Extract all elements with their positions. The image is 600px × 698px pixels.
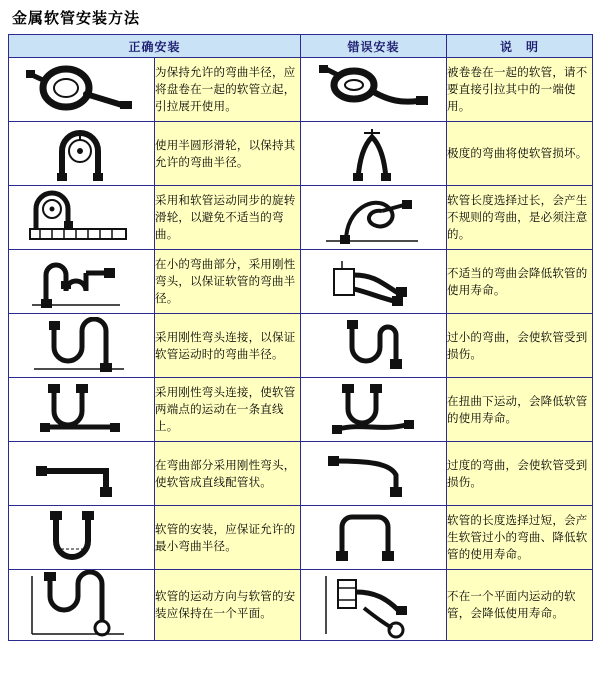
wrong-illustration-cell-2 — [301, 122, 447, 186]
rigid-elbow-straight-line-motion-icon — [20, 381, 144, 439]
wrong-illustration-cell-9 — [301, 570, 447, 641]
correct-illustration-cell-3 — [9, 186, 155, 250]
wrong-illustration-cell-8 — [301, 506, 447, 570]
hose-with-rotating-sheave-icon — [20, 189, 144, 247]
table-row — [9, 378, 593, 442]
hose-installation-table — [8, 34, 593, 641]
correct-illustration-cell-6 — [9, 378, 155, 442]
correct-caption-7: 在弯曲部分采用刚性弯头，使软管成直线配管状。 — [155, 442, 301, 506]
wrong-caption-6: 在扭曲下运动，会降低软管的使用寿命。 — [447, 378, 593, 442]
motion-in-same-plane-icon — [20, 570, 144, 640]
correct-caption-1: 为保持允许的弯曲半径，应将盘卷在一起的软管立起，引拉展开使用。 — [155, 58, 301, 122]
rigid-elbow-moving-hose-icon — [20, 317, 144, 375]
table-body — [9, 58, 593, 641]
excessive-bend-damage-icon — [312, 445, 436, 503]
wrong-illustration-cell-3 — [301, 186, 447, 250]
header-wrong-note: 说 明 — [447, 35, 593, 58]
coiled-hose-standing-icon — [22, 61, 142, 119]
wrong-illustration-cell-6 — [301, 378, 447, 442]
header-wrong-install: 错误安装 — [301, 35, 447, 58]
correct-caption-4: 在小的弯曲部分，采用刚性弯头，以保证软管的弯曲半径。 — [155, 250, 301, 314]
hose-too-short-tight-bend-icon — [312, 509, 436, 567]
wrong-caption-1: 被卷卷在一起的软管，请不要直接引拉其中的一端使用。 — [447, 58, 593, 122]
rigid-elbow-small-bend-icon — [20, 253, 144, 311]
correct-caption-8: 软管的安装，应保证允许的最小弯曲半径。 — [155, 506, 301, 570]
improper-bend-short-life-icon — [312, 253, 436, 311]
correct-caption-6: 采用刚性弯头连接，使软管两端点的运动在一条直线上。 — [155, 378, 301, 442]
wrong-caption-4: 不适当的弯曲会降低软管的使用寿命。 — [447, 250, 593, 314]
header-correct-install: 正确安装 — [9, 35, 301, 58]
correct-illustration-cell-1 — [9, 58, 155, 122]
correct-illustration-cell-8 — [9, 506, 155, 570]
correct-illustration-cell-7 — [9, 442, 155, 506]
correct-caption-5: 采用刚性弯头连接，以保证软管运动时的弯曲半径。 — [155, 314, 301, 378]
wrong-caption-8: 软管的长度选择过短，会产生软管过小的弯曲、降低软管的使用寿命。 — [447, 506, 593, 570]
too-tight-bend-damage-icon — [312, 317, 436, 375]
table-row — [9, 186, 593, 250]
correct-caption-3: 采用和软管运动同步的旋转滑轮，以避免不适当的弯曲。 — [155, 186, 301, 250]
correct-caption-2: 使用半圆形滑轮，以保持其允许的弯曲半径。 — [155, 122, 301, 186]
hose-too-long-irregular-bend-icon — [312, 189, 436, 247]
wrong-illustration-cell-4 — [301, 250, 447, 314]
table-row — [9, 570, 593, 641]
table-row — [9, 442, 593, 506]
header-row — [9, 35, 593, 58]
straight-piping-with-elbow-icon — [20, 445, 144, 503]
page-title: 金属软管安装方法 — [12, 9, 141, 27]
correct-illustration-cell-2 — [9, 122, 155, 186]
twisted-motion-short-life-icon — [312, 381, 436, 439]
motion-out-of-plane-icon — [312, 570, 436, 640]
wrong-caption-2: 极度的弯曲将使软管损坏。 — [447, 122, 593, 186]
table-row — [9, 58, 593, 122]
min-bend-radius-loop-icon — [20, 509, 144, 567]
correct-caption-9: 软管的运动方向与软管的安装应保持在一个平面。 — [155, 570, 301, 641]
table-row — [9, 250, 593, 314]
correct-illustration-cell-4 — [9, 250, 155, 314]
table-row — [9, 314, 593, 378]
table-row — [9, 122, 593, 186]
wrong-caption-9: 不在一个平面内运动的软管，会降低使用寿命。 — [447, 570, 593, 641]
wrong-caption-3: 软管长度选择过长，会产生不规则的弯曲，是必须注意的。 — [447, 186, 593, 250]
hose-over-pulley-icon — [22, 125, 142, 183]
wrong-illustration-cell-7 — [301, 442, 447, 506]
wrong-illustration-cell-5 — [301, 314, 447, 378]
hose-sharp-bend-icon — [314, 125, 434, 183]
correct-illustration-cell-5 — [9, 314, 155, 378]
wrong-caption-7: 过度的弯曲，会使软管受到损伤。 — [447, 442, 593, 506]
table-row — [9, 506, 593, 570]
coiled-hose-pulled-icon — [314, 61, 434, 119]
wrong-caption-5: 过小的弯曲，会使软管受到损伤。 — [447, 314, 593, 378]
correct-illustration-cell-9 — [9, 570, 155, 641]
table-header — [9, 35, 593, 58]
wrong-illustration-cell-1 — [301, 58, 447, 122]
